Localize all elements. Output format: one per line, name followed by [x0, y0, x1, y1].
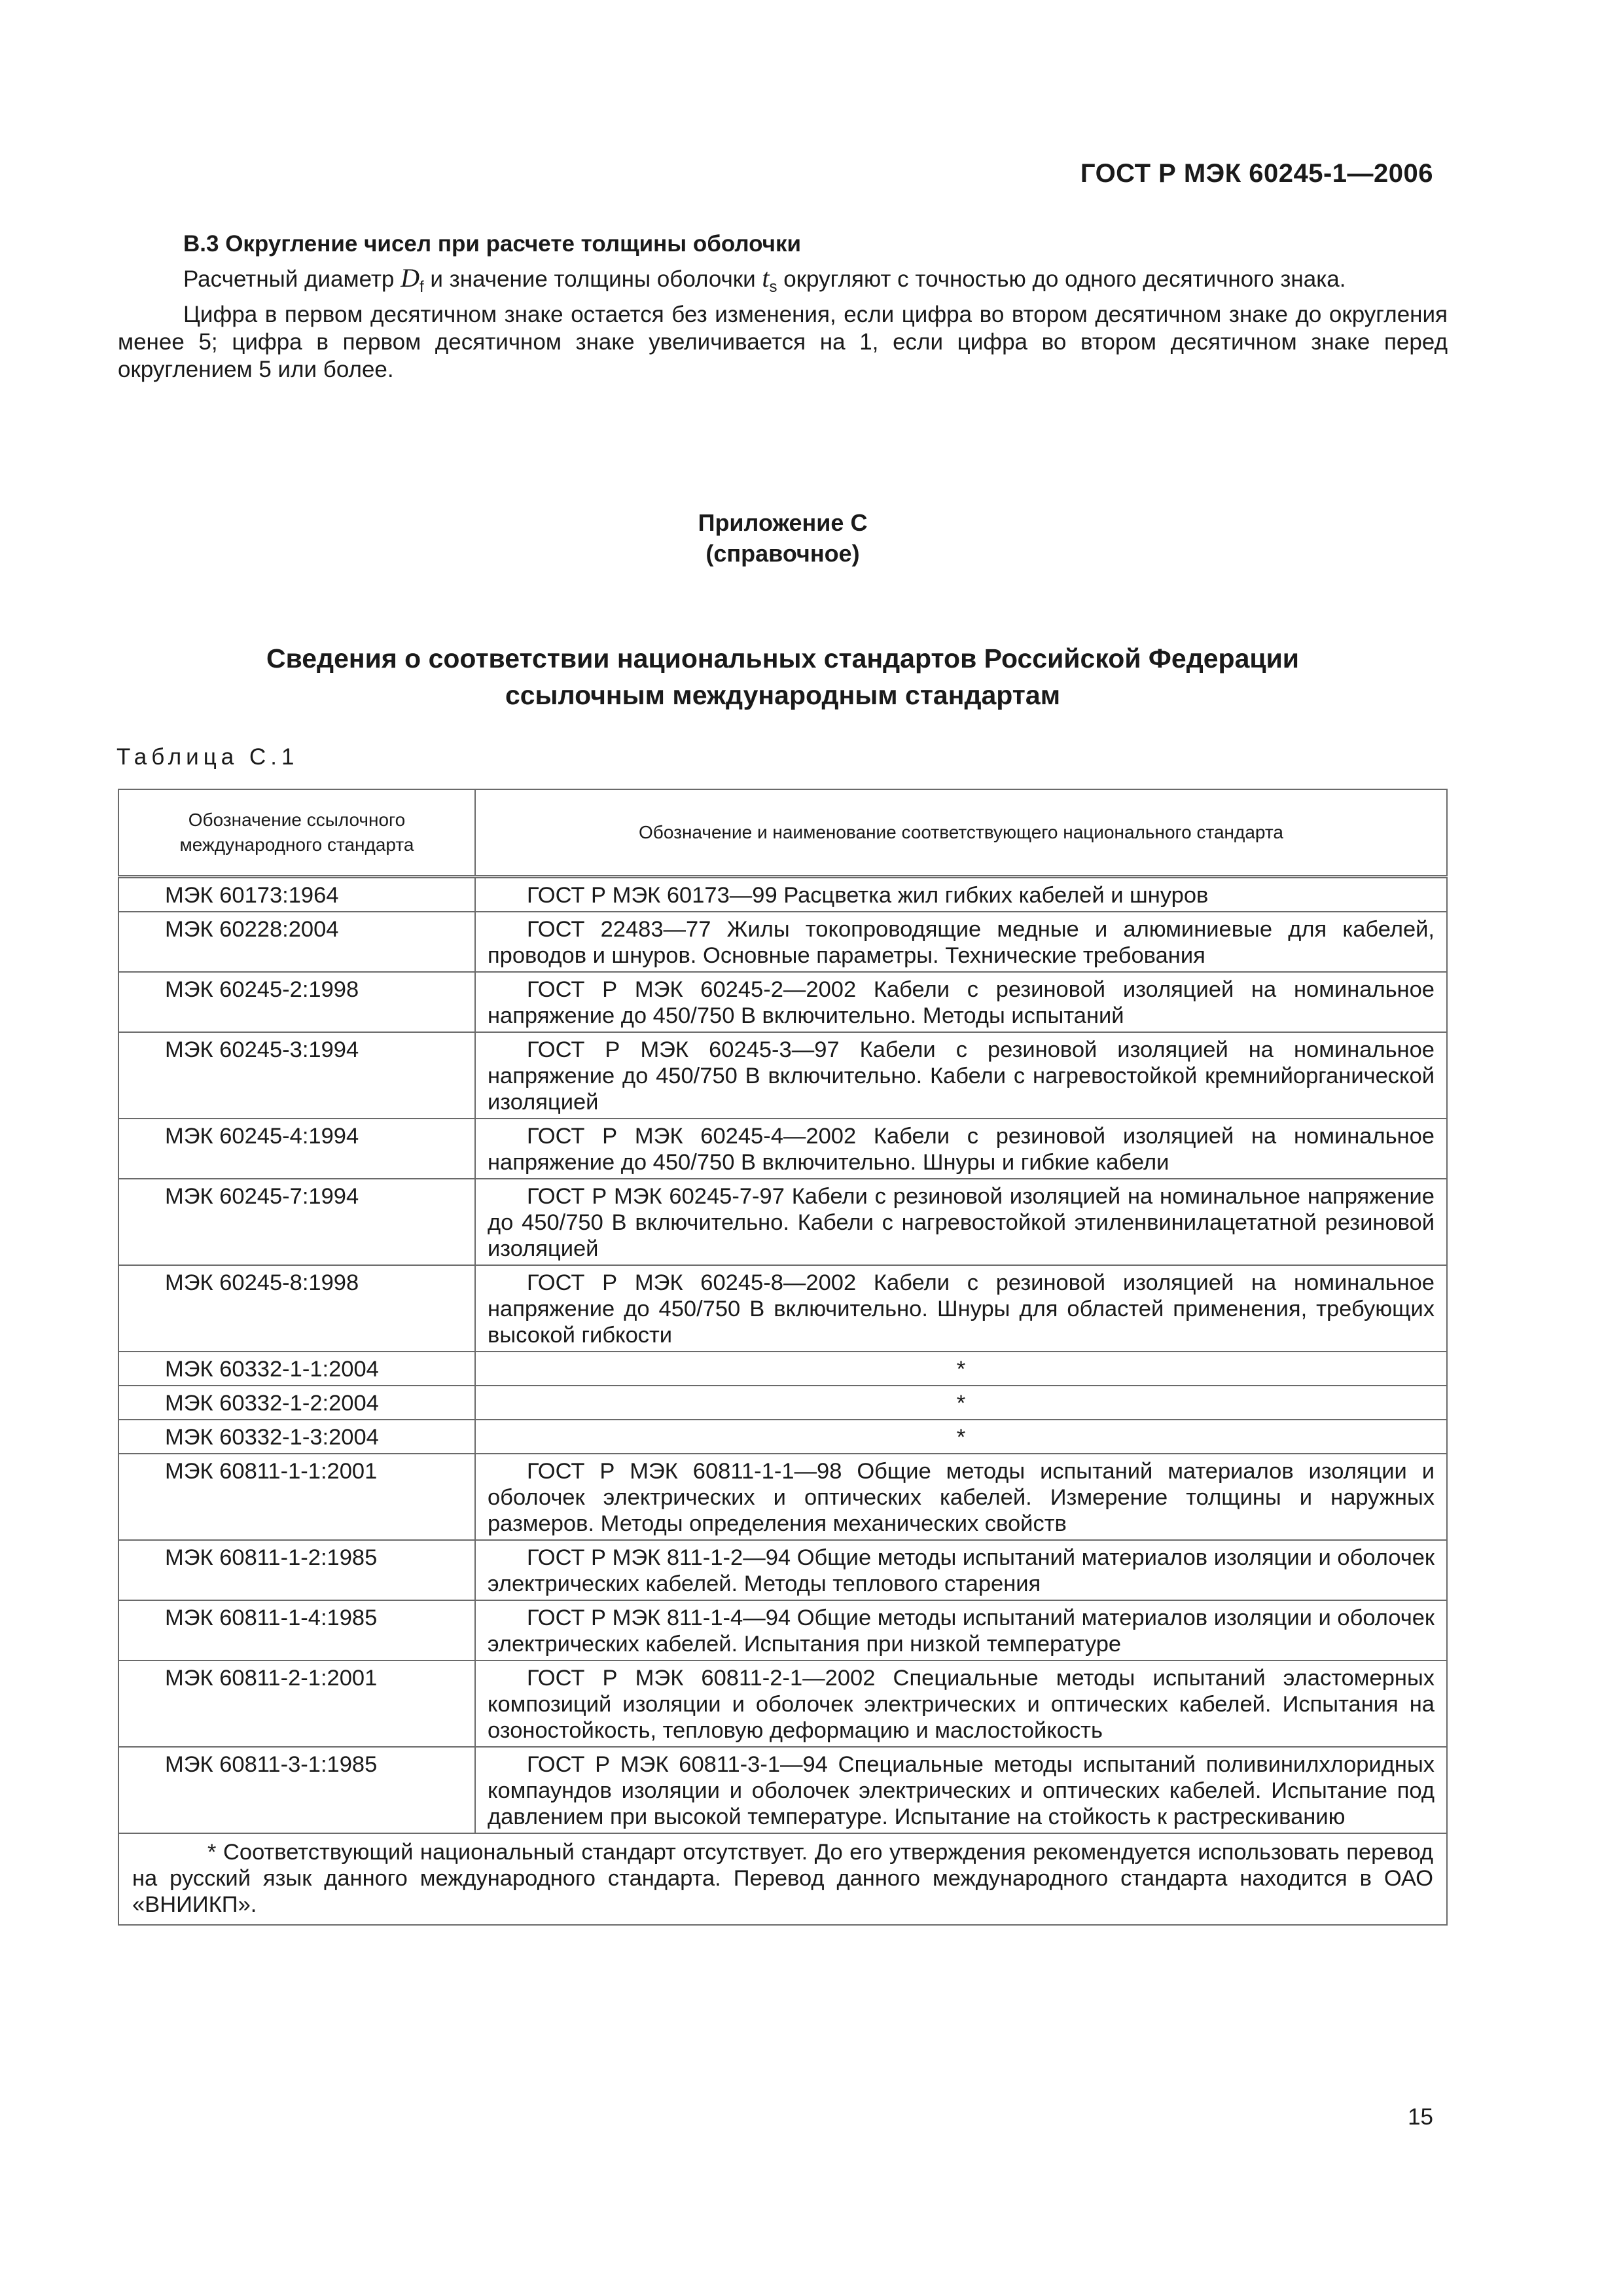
cell-international-code: МЭК 60811-1-2:1985 [118, 1540, 475, 1600]
table-footnote: * Соответствующий национальный стандарт отсутствует. До его утверждения рекомендуется использовать перевод на русский язык данного международного стандарта. Перевод данного международного стандарта находится в ОАО «ВНИИКП». [118, 1833, 1447, 1925]
cell-international-code: МЭК 60228:2004 [118, 912, 475, 972]
section-b3-title: В.3 Округление чисел при расчете толщины оболочки [183, 231, 802, 257]
cell-national-standard: ГОСТ Р МЭК 60811-2-1—2002 Специальные методы испытаний эластомерных композиций изоляции и оболочек электрических и оптических кабелей. Испытания на озоностойкость, тепловую деформацию и маслостойкость [475, 1660, 1447, 1747]
appendix-type: (справочное) [705, 540, 860, 567]
cell-national-standard: ГОСТ Р МЭК 60245-4—2002 Кабели с резиновой изоляцией на номинальное напряжение до 450/750 В включительно. Шнуры и гибкие кабели [475, 1119, 1447, 1179]
cell-national-standard: ГОСТ Р МЭК 60811-1-1—98 Общие методы испытаний материалов изоляции и оболочек электрических и оптических кабелей. Измерение толщины и наружных размеров. Методы определения механических свойств [475, 1454, 1447, 1540]
table-row [118, 877, 1447, 912]
table-row [118, 1540, 1447, 1600]
page-number: 15 [1408, 2104, 1433, 2130]
cell-national-standard: ГОСТ Р МЭК 811-1-2—94 Общие методы испытаний материалов изоляции и оболочек электрических кабелей. Методы теплового старения [475, 1540, 1447, 1600]
var-thickness: t [762, 263, 770, 293]
appendix-title [118, 640, 1448, 713]
var-diameter-sub: f [419, 278, 424, 296]
cell-international-code: МЭК 60245-3:1994 [118, 1032, 475, 1119]
cell-national-standard: ГОСТ 22483—77 Жилы токопроводящие медные и алюминиевые для кабелей, проводов и шнуров. Основные параметры. Технические требования [475, 912, 1447, 972]
table-row [118, 972, 1447, 1032]
cell-international-code: МЭК 60245-8:1998 [118, 1265, 475, 1352]
appendix-title-line-2: ссылочным международным стандартам [505, 680, 1061, 710]
para1-text-b: и значение толщины оболочки [423, 266, 762, 292]
cell-national-standard: ГОСТ Р МЭК 60811-3-1—94 Специальные методы испытаний поливинилхлоридных компаундов изоляции и оболочек электрических и оптических кабелей. Испытание под давлением при высокой температуре. Испытание на стойкость к растрескиванию [475, 1747, 1447, 1833]
table-row [118, 1454, 1447, 1540]
table-row [118, 1119, 1447, 1179]
cell-national-standard: * [475, 1352, 1447, 1386]
table-header [118, 789, 1447, 877]
cell-national-standard: * [475, 1420, 1447, 1454]
cell-international-code: МЭК 60245-4:1994 [118, 1119, 475, 1179]
cell-national-standard: * [475, 1386, 1447, 1420]
cell-international-code: МЭК 60173:1964 [118, 877, 475, 912]
para1-text-c: округляют с точностью до одного десятичного знака. [777, 266, 1346, 292]
table-row [118, 1420, 1447, 1454]
var-diameter: D [401, 263, 419, 293]
appendix-heading [118, 507, 1448, 569]
cell-national-standard: ГОСТ Р МЭК 60245-8—2002 Кабели с резиновой изоляцией на номинальное напряжение до 450/750 В включительно. Шнуры для областей применения, требующих высокой гибкости [475, 1265, 1447, 1352]
cell-international-code: МЭК 60332-1-3:2004 [118, 1420, 475, 1454]
standards-table [118, 789, 1448, 1926]
appendix-name: Приложение С [698, 509, 868, 536]
section-b3 [118, 230, 1448, 384]
cell-international-code: МЭК 60332-1-2:2004 [118, 1386, 475, 1420]
table-row [118, 1265, 1447, 1352]
table-row [118, 1747, 1447, 1833]
cell-international-code: МЭК 60811-3-1:1985 [118, 1747, 475, 1833]
table-row [118, 1352, 1447, 1386]
cell-international-code: МЭК 60245-7:1994 [118, 1179, 475, 1265]
cell-international-code: МЭК 60245-2:1998 [118, 972, 475, 1032]
var-thickness-sub: s [769, 278, 777, 296]
section-b3-paragraph-2: Цифра в первом десятичном знаке остается без изменения, если цифра во втором десятичном знаке до округления менее 5; цифра в первом десятичном знаке увеличивается на 1, если цифра во втором десятичном знаке перед округлением 5 или более. [118, 302, 1448, 382]
cell-international-code: МЭК 60811-2-1:2001 [118, 1660, 475, 1747]
table-row [118, 1660, 1447, 1747]
section-b3-paragraph-1 [118, 264, 1448, 301]
table-row [118, 1600, 1447, 1660]
header-international-standard: Обозначение ссылочного международного стандарта [118, 789, 475, 877]
cell-international-code: МЭК 60811-1-1:2001 [118, 1454, 475, 1540]
table-row [118, 1386, 1447, 1420]
para1-text-a: Расчетный диаметр [183, 266, 401, 292]
cell-national-standard: ГОСТ Р МЭК 60245-7-97 Кабели с резиновой изоляцией на номинальное напряжение до 450/750 В включительно. Кабели с нагревостойкой этиленвинилацетатной резиновой изоляцией [475, 1179, 1447, 1265]
cell-international-code: МЭК 60811-1-4:1985 [118, 1600, 475, 1660]
cell-national-standard: ГОСТ Р МЭК 60245-3—97 Кабели с резиновой изоляцией на номинальное напряжение до 450/750 В включительно. Кабели с нагревостойкой кремнийорганической изоляцией [475, 1032, 1447, 1119]
table-body [118, 877, 1447, 1834]
cell-international-code: МЭК 60332-1-1:2004 [118, 1352, 475, 1386]
header-national-standard: Обозначение и наименование соответствующего национального стандарта [475, 789, 1447, 877]
cell-national-standard: ГОСТ Р МЭК 60245-2—2002 Кабели с резиновой изоляцией на номинальное напряжение до 450/750 В включительно. Методы испытаний [475, 972, 1447, 1032]
cell-national-standard: ГОСТ Р МЭК 60173—99 Расцветка жил гибких кабелей и шнуров [475, 877, 1447, 912]
table-row [118, 1032, 1447, 1119]
table-row [118, 912, 1447, 972]
page-header-doc-code: ГОСТ Р МЭК 60245-1—2006 [1080, 159, 1433, 188]
cell-national-standard: ГОСТ Р МЭК 811-1-4—94 Общие методы испытаний материалов изоляции и оболочек электрических кабелей. Испытания при низкой температуре [475, 1600, 1447, 1660]
table-caption: Таблица С.1 [116, 744, 299, 770]
table-row [118, 1179, 1447, 1265]
appendix-title-line-1: Сведения о соответствии национальных стандартов Российской Федерации [266, 643, 1300, 673]
